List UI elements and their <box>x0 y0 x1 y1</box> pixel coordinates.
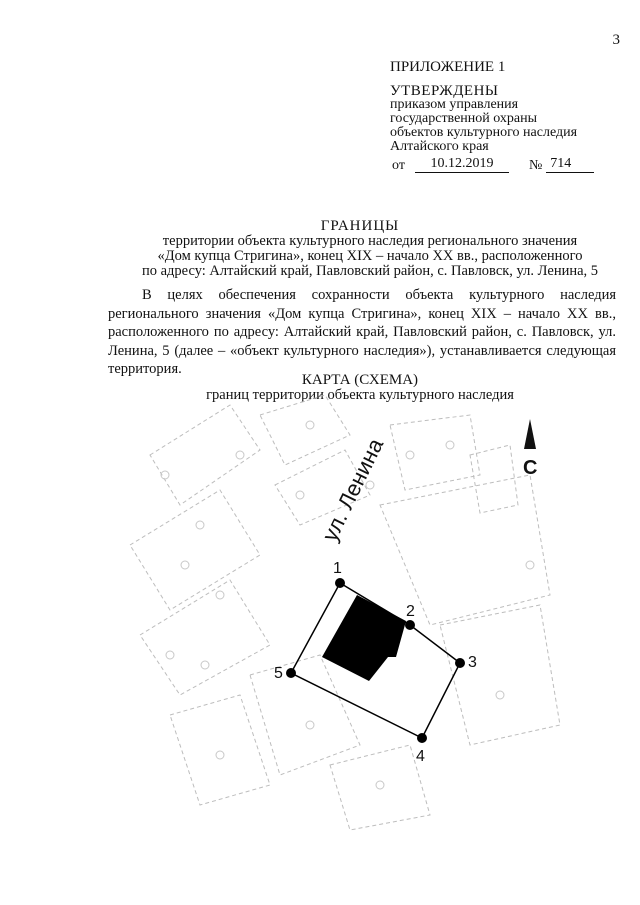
subtitle-line: по адресу: Алтайский край, Павловский район, с. Павловск, ул. Ленина, 5 <box>141 263 599 279</box>
boundary-point-label-5: 5 <box>274 665 283 682</box>
boundary-point-5 <box>286 668 296 678</box>
body-paragraph <box>108 286 616 379</box>
approval-line: приказом управления <box>390 97 519 112</box>
boundary-point-2 <box>405 620 415 630</box>
approval-line: объектов культурного наследия <box>390 125 578 140</box>
boundary-map <box>110 395 610 835</box>
boundary-point-3 <box>455 658 465 668</box>
subtitle-line: территории объекта культурного наследия регионального значения <box>162 233 578 249</box>
order-date-line <box>390 157 630 173</box>
boundary-point-label-1: 1 <box>333 560 342 577</box>
boundary-point-label-3: 3 <box>468 654 477 671</box>
approval-line: Алтайского края <box>390 139 489 154</box>
order-date: 10.12.2019 <box>415 157 509 173</box>
street-label: ул. Ленина <box>317 434 389 546</box>
boundary-point-4 <box>417 733 427 743</box>
boundary-point-label-4: 4 <box>416 748 425 765</box>
page-number: 3 <box>612 32 620 48</box>
approval-line: государственной охраны <box>390 111 538 126</box>
map-subtitle: границ территории объекта культурного наследия <box>206 387 514 403</box>
from-label: от <box>392 158 405 173</box>
order-number: 714 <box>546 157 594 173</box>
annex-label: ПРИЛОЖЕНИЕ 1 <box>390 59 506 75</box>
subtitle-line: «Дом купца Стригина», конец XIX – начало XX вв., расположенного <box>157 248 583 264</box>
map-title: КАРТА (СХЕМА) <box>301 372 419 388</box>
heritage-building <box>322 595 406 681</box>
document-title: ГРАНИЦЫ <box>320 218 400 234</box>
approval-block <box>390 60 630 173</box>
boundary-point-label-2: 2 <box>406 603 415 620</box>
boundary-point-1 <box>335 578 345 588</box>
north-label: С <box>523 457 538 479</box>
north-arrow-icon <box>524 419 536 449</box>
approved-label: УТВЕРЖДЕНЫ <box>390 83 499 99</box>
cadastral-background <box>130 395 560 830</box>
document-subtitle <box>60 234 640 279</box>
body-paragraph-text: В целях обеспечения сохранности объекта культурного наследия регионального значения «Дом купца Стригина», конец XIX – начало XX вв., расположенного по адресу: Алтайский край, Павловский район, с. Павловск, ул. Ленина, 5 (далее – «объект культурного наследия»), устанавливается следующая территория. <box>108 287 616 377</box>
number-label: № <box>528 158 543 173</box>
